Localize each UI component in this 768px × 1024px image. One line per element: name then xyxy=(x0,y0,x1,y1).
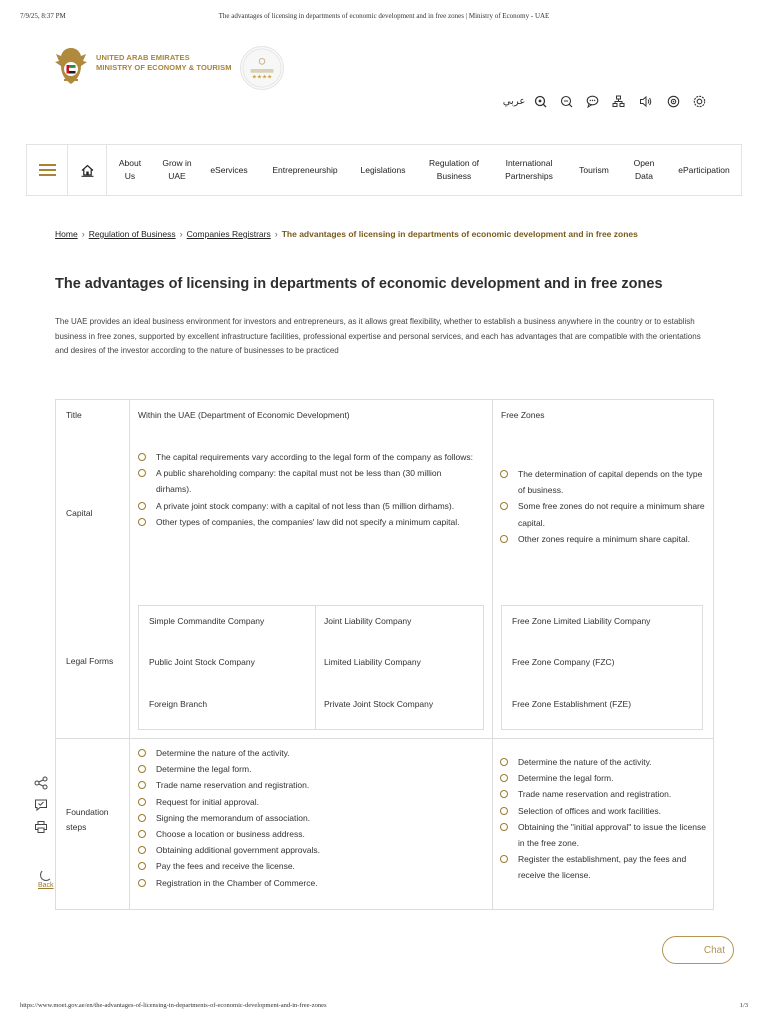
nav-about-us[interactable]: About Us xyxy=(118,158,142,181)
nav-international-partnerships[interactable]: International Partnerships xyxy=(505,158,553,181)
capital-uae-list xyxy=(138,449,473,530)
list-item: A public shareholding company: the capital must not be less than (30 million dirhams). xyxy=(138,465,473,497)
site-logo[interactable] xyxy=(52,44,292,92)
language-toggle[interactable]: عربي xyxy=(502,95,526,107)
list-item: The determination of capital depends on the type of business. xyxy=(500,466,710,498)
row-label-capital: Capital xyxy=(66,508,93,518)
list-item: Obtaining additional government approvals. xyxy=(138,842,478,858)
row-label-foundation-steps: Foundation steps xyxy=(66,807,109,832)
print-header xyxy=(20,12,748,24)
nav-tourism[interactable]: Tourism xyxy=(579,164,609,175)
logo-line-1: UNITED ARAB EMIRATES xyxy=(96,53,190,62)
list-item: Registration in the Chamber of Commerce. xyxy=(138,875,478,891)
list-item: Obtaining the "initial approval" to issue the license in the free zone. xyxy=(500,819,710,851)
comparison-table xyxy=(55,399,714,910)
breadcrumb-home[interactable]: Home xyxy=(55,229,78,239)
zoom-icon[interactable] xyxy=(558,93,574,109)
print-page-number: 1/3 xyxy=(739,1002,748,1009)
list-item: Other types of companies, the companies' law did not specify a minimum capital. xyxy=(138,514,473,530)
legal-form-item: Private Joint Stock Company xyxy=(324,699,434,709)
nav-legislations[interactable]: Legislations xyxy=(360,164,406,175)
nav-open-data[interactable]: Open Data xyxy=(633,158,655,181)
list-item: Choose a location or business address. xyxy=(138,826,478,842)
sitemap-icon[interactable] xyxy=(610,93,626,109)
intro-paragraph: The UAE provides an ideal business environment for investors and entrepreneurs, as it allows great flexibility, whether to establish a business anywhere in the country or to establish business in free zones, supported by excellent infrastructure facilities, professional expertise and personal services, and each has advantages that are compatible with the orientations and desires of the investor according to the nature of businesses to be practiced xyxy=(55,317,701,355)
main-navigation xyxy=(26,144,742,196)
svg-text:★★★★: ★★★★ xyxy=(251,74,273,81)
breadcrumb-companies-registrars[interactable]: Companies Registrars xyxy=(186,229,271,239)
breadcrumb-current: The advantages of licensing in departments of economic development and in free zones xyxy=(281,229,638,239)
legal-form-item: Free Zone Limited Liability Company xyxy=(512,616,651,626)
breadcrumb-regulation-of-business[interactable]: Regulation of Business xyxy=(88,229,176,239)
print-datetime: 7/9/25, 8:37 PM xyxy=(20,12,66,20)
list-item: Request for initial approval. xyxy=(138,794,478,810)
audio-icon[interactable] xyxy=(637,93,653,109)
list-item: A private joint stock company: with a capital of not less than (5 million dirhams). xyxy=(138,498,473,514)
nav-eservices[interactable]: eServices xyxy=(210,164,248,175)
capital-free-zones-list xyxy=(500,466,710,547)
nav-grow-in-uae[interactable]: Grow in UAE xyxy=(162,158,192,181)
legal-form-item: Free Zone Company (FZC) xyxy=(512,657,615,667)
nav-eparticipation[interactable]: eParticipation xyxy=(678,164,730,175)
legal-form-item: Free Zone Establishment (FZE) xyxy=(512,699,632,709)
utility-bar xyxy=(503,93,713,109)
page-title: The advantages of licensing in departments of economic development and in free zones xyxy=(55,276,663,292)
logo-text xyxy=(96,53,232,73)
foundation-free-zones-list xyxy=(500,754,710,884)
side-toolbar xyxy=(34,776,50,836)
list-item: Register the establishment, pay the fees and receive the license. xyxy=(500,851,710,883)
list-item: The capital requirements vary according to the legal form of the company as follows: xyxy=(138,449,473,465)
print-icon[interactable] xyxy=(34,820,48,834)
legal-form-item: Joint Liability Company xyxy=(324,616,412,626)
share-icon[interactable] xyxy=(34,776,48,790)
legal-forms-free-zones-box xyxy=(501,605,703,730)
list-item: Determine the nature of the activity. xyxy=(138,745,478,761)
hamburger-menu-icon[interactable] xyxy=(27,145,67,195)
legal-form-item: Public Joint Stock Company xyxy=(149,657,255,667)
foundation-uae-list xyxy=(138,745,478,891)
eye-icon[interactable] xyxy=(665,93,681,109)
list-item: Signing the memorandum of association. xyxy=(138,810,478,826)
header-free-zones: Free Zones xyxy=(501,410,545,420)
list-item: Other zones require a minimum share capital. xyxy=(500,531,710,547)
nav-regulation-of-business[interactable]: Regulation of Business xyxy=(428,158,480,181)
table-divider xyxy=(129,400,130,909)
chevron-right-icon: › xyxy=(81,229,85,239)
list-item: Determine the nature of the activity. xyxy=(500,754,710,770)
nav-entrepreneurship[interactable]: Entrepreneurship xyxy=(272,164,338,175)
breadcrumb xyxy=(55,229,755,239)
uae-emblem-icon xyxy=(52,44,90,88)
print-page-title: The advantages of licensing in departments of economic development and in free zones | Ministry of Economy - UAE xyxy=(218,12,550,20)
list-item: Pay the fees and receive the license. xyxy=(138,858,478,874)
list-item: Determine the legal form. xyxy=(500,770,710,786)
settings-icon[interactable] xyxy=(691,93,707,109)
chat-bubble-icon[interactable] xyxy=(584,93,600,109)
table-divider xyxy=(56,738,713,739)
list-item: Selection of offices and work facilities. xyxy=(500,803,710,819)
legal-form-item: Foreign Branch xyxy=(149,699,208,709)
table-divider xyxy=(315,606,316,729)
legal-form-item: Simple Commandite Company xyxy=(149,616,265,626)
list-item: Trade name reservation and registration. xyxy=(500,786,710,802)
feedback-icon[interactable] xyxy=(34,798,48,812)
back-arrow-icon xyxy=(40,869,52,881)
legal-forms-uae-box xyxy=(138,605,484,730)
chevron-right-icon: › xyxy=(179,229,183,239)
chat-button[interactable]: Chat xyxy=(662,936,734,964)
list-item: Trade name reservation and registration. xyxy=(138,777,478,793)
home-icon[interactable] xyxy=(68,145,106,195)
logo-line-2: MINISTRY OF ECONOMY & TOURISM xyxy=(96,63,232,72)
star-rating-badge-icon xyxy=(240,46,284,90)
header-within-uae: Within the UAE (Department of Economic Development) xyxy=(138,410,350,420)
chevron-right-icon: › xyxy=(274,229,278,239)
nav-divider xyxy=(106,145,107,195)
table-divider xyxy=(492,400,493,909)
header-title: Title xyxy=(66,410,82,420)
search-icon[interactable] xyxy=(532,93,548,109)
back-link[interactable]: Back xyxy=(38,882,54,889)
list-item: Some free zones do not require a minimum share capital. xyxy=(500,498,710,530)
row-label-legal-forms: Legal Forms xyxy=(66,656,114,666)
list-item: Determine the legal form. xyxy=(138,761,478,777)
legal-form-item: Limited Liability Company xyxy=(324,657,421,667)
print-url: https://www.moet.gov.ae/en/the-advantages-of-licensing-in-departments-of-economic-development-and-in-free-zones xyxy=(20,1002,327,1009)
